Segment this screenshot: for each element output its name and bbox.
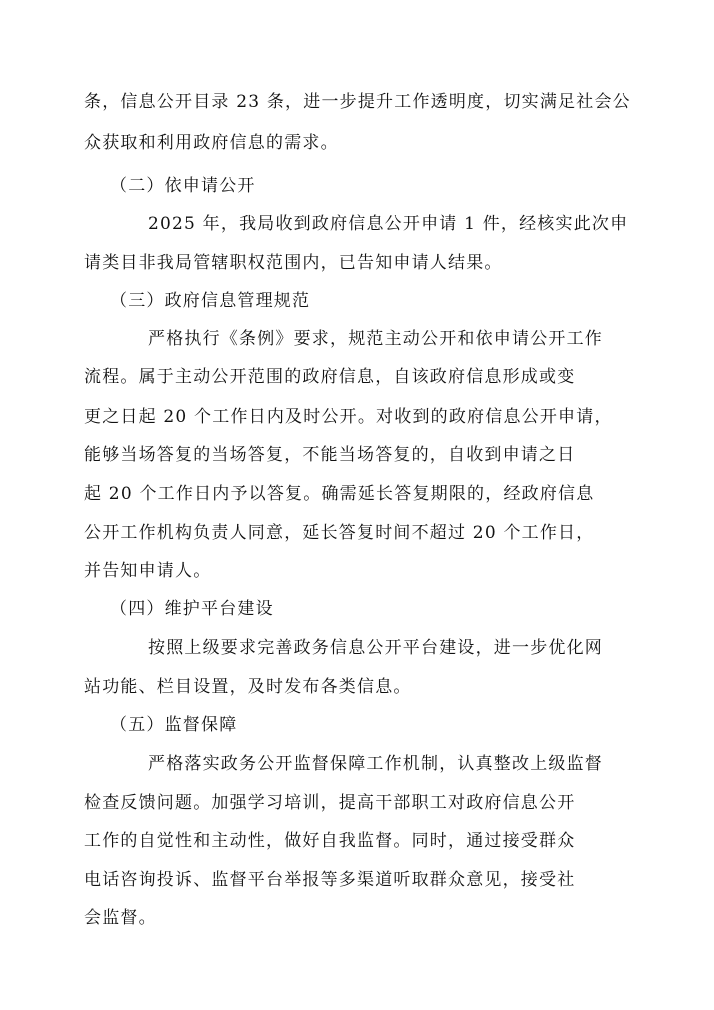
paragraph-line: 条，信息公开目录 23 条，进一步提升工作透明度，切实满足社会公 [84,92,631,112]
section-heading: （五）监督保障 [110,715,238,735]
paragraph-line: 2025 年，我局收到政府信息公开申请 1 件，经核实此次申 [148,214,629,234]
section-heading: （四）维护平台建设 [110,599,274,619]
paragraph-line: 众获取和利用政府信息的需求。 [84,133,339,153]
paragraph-line: 更之日起 20 个工作日内及时公开。对收到的政府信息公开申请， [84,407,613,427]
paragraph-line: 能够当场答复的当场答复，不能当场答复的，自收到申请之日 [84,445,576,465]
paragraph-line: 电话咨询投诉、监督平台举报等多渠道听取群众意见，接受社 [84,870,576,890]
paragraph-line: 工作的自觉性和主动性，做好自我监督。同时，通过接受群众 [84,831,576,851]
paragraph-line: 公开工作机构负责人同意，延长答复时间不超过 20 个工作日， [84,523,595,543]
paragraph-line: 起 20 个工作日内予以答复。确需延长答复期限的，经政府信息 [84,484,595,504]
paragraph-line: 严格执行《条例》要求，规范主动公开和依申请公开工作 [148,329,603,349]
paragraph-line: 严格落实政务公开监督保障工作机制，认真整改上级监督 [148,754,603,774]
section-heading: （三）政府信息管理规范 [110,291,311,311]
paragraph-line: 请类目非我局管辖职权范围内，已告知申请人结果。 [84,253,503,273]
paragraph-line: 站功能、栏目设置，及时发布各类信息。 [84,677,412,697]
paragraph-line: 流程。属于主动公开范围的政府信息，自该政府信息形成或变 [84,367,576,387]
paragraph-line: 检查反馈问题。加强学习培训，提高干部职工对政府信息公开 [84,793,576,813]
paragraph-line: 按照上级要求完善政务信息公开平台建设，进一步优化网 [148,638,603,658]
section-heading: （二）依申请公开 [110,176,256,196]
paragraph-line: 会监督。 [84,908,157,928]
paragraph-line: 并告知申请人。 [84,561,212,581]
